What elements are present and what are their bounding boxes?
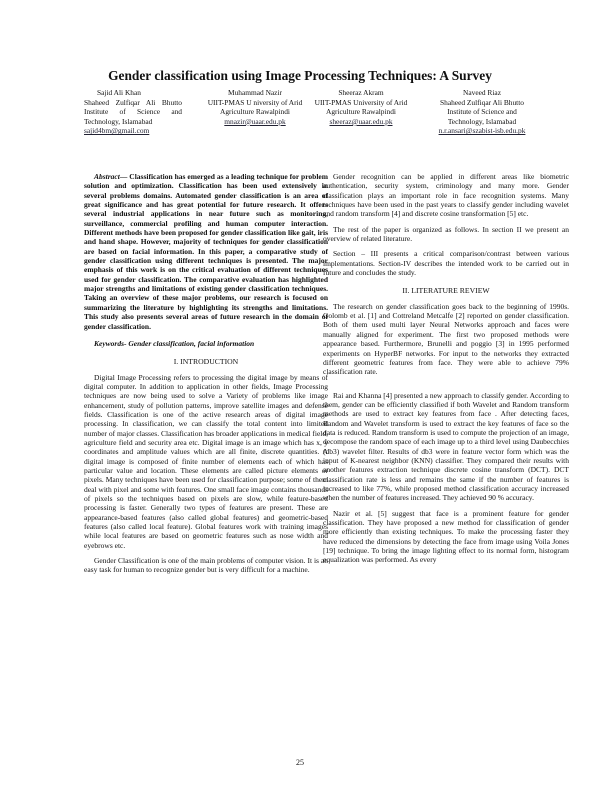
- paragraph: The rest of the paper is organized as follows. In section II we present an overview of related literature.: [323, 224, 569, 244]
- abstract-text: Classification has emerged as a leading technique for problem solution and optimization. Classification has been used extensively in several problems domains. Automated gender classification is an area of great significance and has great potential for future research. It offers several industrial applications in near future such as monitoring, surveillance, commercial profiling and human computer interaction. Different methods have been proposed for gender classification like gait, iris and hand shape. However, majority of techniques for gender classification are based on facial information. In this paper, a comparative study of gender classification using different techniques is presented. The major emphasis of this work is on the critical evaluation of different techniques used for gender classification. The comparative evaluation has highlighted major strengths and limitations of existing gender classification techniques. Taking an overview of these major problems, our research is focused on summarizing the literature by highlighting its strengths and limitations. This study also presents several areas of future research in the domain of gender classification.: [84, 172, 328, 331]
- author-affiliation: Shaheed Zulfiqar Ali Bhutto Institute of Science and Technology, Islamabad: [440, 97, 524, 126]
- paragraph: The research on gender classification goes back to the beginning of 1990s. Golomb et al. [1] and Cottreland Metcalfe [2] reported on gender classification. Both of them used multi layer Neural Networks approach and faces were manually aligned for experiment. The first two proposed methods were appearance based. Furthermore, Brunelli and poggio [3] in 1995 performed experiments on HyperBF networks. For input to the networks they extracted different geometric features from face. They were able to achieve 79% classification rate.: [323, 301, 569, 377]
- author-email[interactable]: sheeraz@uaar.edu.pk: [329, 116, 393, 126]
- author-affiliation: UIIT-PMAS U niversity of Arid Agriculture Rawalpindi: [207, 97, 303, 117]
- author-email[interactable]: n.r.ansari@szabist-isb.edu.pk: [438, 126, 526, 136]
- paragraph: Gender Classification is one of the main problems of computer vision. It is an easy task for human to recognize gender but is very difficult for a machine.: [84, 556, 328, 575]
- paragraph: Gender recognition can be applied in different areas like biometric authentication, security system, criminology and many more. Gender classification plays an important role in face recognition systems. Many techniques have been used in the past years to classify gender including wavelet and random transform [4] and discrete cosine transformation [5] etc.: [323, 172, 569, 219]
- author-4: [432, 88, 532, 136]
- author-3: [306, 88, 416, 126]
- page-number: 25: [296, 758, 304, 767]
- author-name: Naveed Riaz: [463, 88, 501, 97]
- author-affiliation: Shaheed Zulfiqar Ali Bhutto Institute of Science and Technology, Islamabad: [84, 97, 182, 126]
- paragraph: Rai and Khanna [4] presented a new approach to classify gender. According to them, gender can be efficiently classified if both Wavelet and Random transform methods are used to extract key features from face . After detecting faces, Random and Wavelet transform is used to extract the key features of face so the data is reduced. Random transform is used to compute the projection of an image, decompose the random space of each image up to a third level using Daubecchies (db3) wavelet filter. Results of db3 were in feature vector form which was the input of K-nearest neighbor (KNN) classifier. They compared their results with another features extraction technique discrete cosine transform (DCT). DCT classification rate is less and remains the same if the number of features is increased to like 77%, while proposed method classification accuracy increased when the number of features increased. They achieved 90 % accuracy.: [323, 390, 569, 503]
- paragraph: Section – III presents a critical comparison/contrast between various implementations. Section-IV describes the intended work to be carried out in future and concludes the study.: [323, 249, 569, 278]
- left-column: [84, 172, 328, 581]
- right-column: [323, 172, 569, 571]
- keywords: Keywords- Gender classification, facial information: [94, 338, 255, 348]
- paragraph: Nazir et al. [5] suggest that face is a prominent feature for gender classification. They have proposed a new method for classification of gender more efficiently than existing techniques. To make the processing faster they have reduced the dimensions by detecting the face from image using Voila Jones [19] technique. To bring the image lighting effect to its normal form, histogram equalization was performed. As every: [323, 508, 569, 565]
- abstract: [84, 172, 328, 331]
- author-affiliation: UIIT-PMAS University of Arid Agriculture Rawalpindi: [314, 97, 408, 117]
- author-2: [206, 88, 304, 126]
- author-name: Muhammad Nazir: [228, 88, 282, 97]
- paragraph: Digital Image Processing refers to processing the digital image by means of digital computer. In addition to application in other fields, Image Processing techniques are now being used to solve a Variety of problems like image enhancement, study of pollution patterns, improve satellite images and defense fields. Classification is one of the active research areas of digital image processing. In classification, we can classify the total content into limited number of major classes. Classification has broader applications in medical field, agriculture field and security area etc. Digital image is an image which has x, y coordinates and amplitude values which are all finite, discrete quantities. A digital image is composed of finite number of elements each of which has particular value and location. These elements are called picture elements or pixels. Many techniques have been used for classification purpose; some of them deal with pixel and some with features. One small face image contains thousands of pixels so the techniques based on pixels are slow, while feature-based processing is faster. Generally two types of features are present. These are appearance-based features (also called global features) and geometric-based features (also called local feature). Global features work with training images while local features are based on geometric features such as nose width and eyebrows etc.: [84, 372, 328, 550]
- author-1: [84, 88, 182, 136]
- section-heading-introduction: I. INTRODUCTION: [173, 357, 239, 367]
- author-name: Sheeraz Akram: [338, 88, 384, 97]
- author-name: Sajid Ali Khan: [97, 88, 141, 97]
- author-email[interactable]: mnazir@uaar.edu.pk: [224, 116, 286, 126]
- paper-title: Gender classification using Image Processing Techniques: A Survey: [108, 68, 492, 83]
- abstract-lead: Abstract—: [94, 172, 128, 181]
- author-email[interactable]: sajid4bm@gmail.com: [84, 126, 150, 136]
- section-heading-literature-review: II. LITERATURE REVIEW: [402, 286, 490, 296]
